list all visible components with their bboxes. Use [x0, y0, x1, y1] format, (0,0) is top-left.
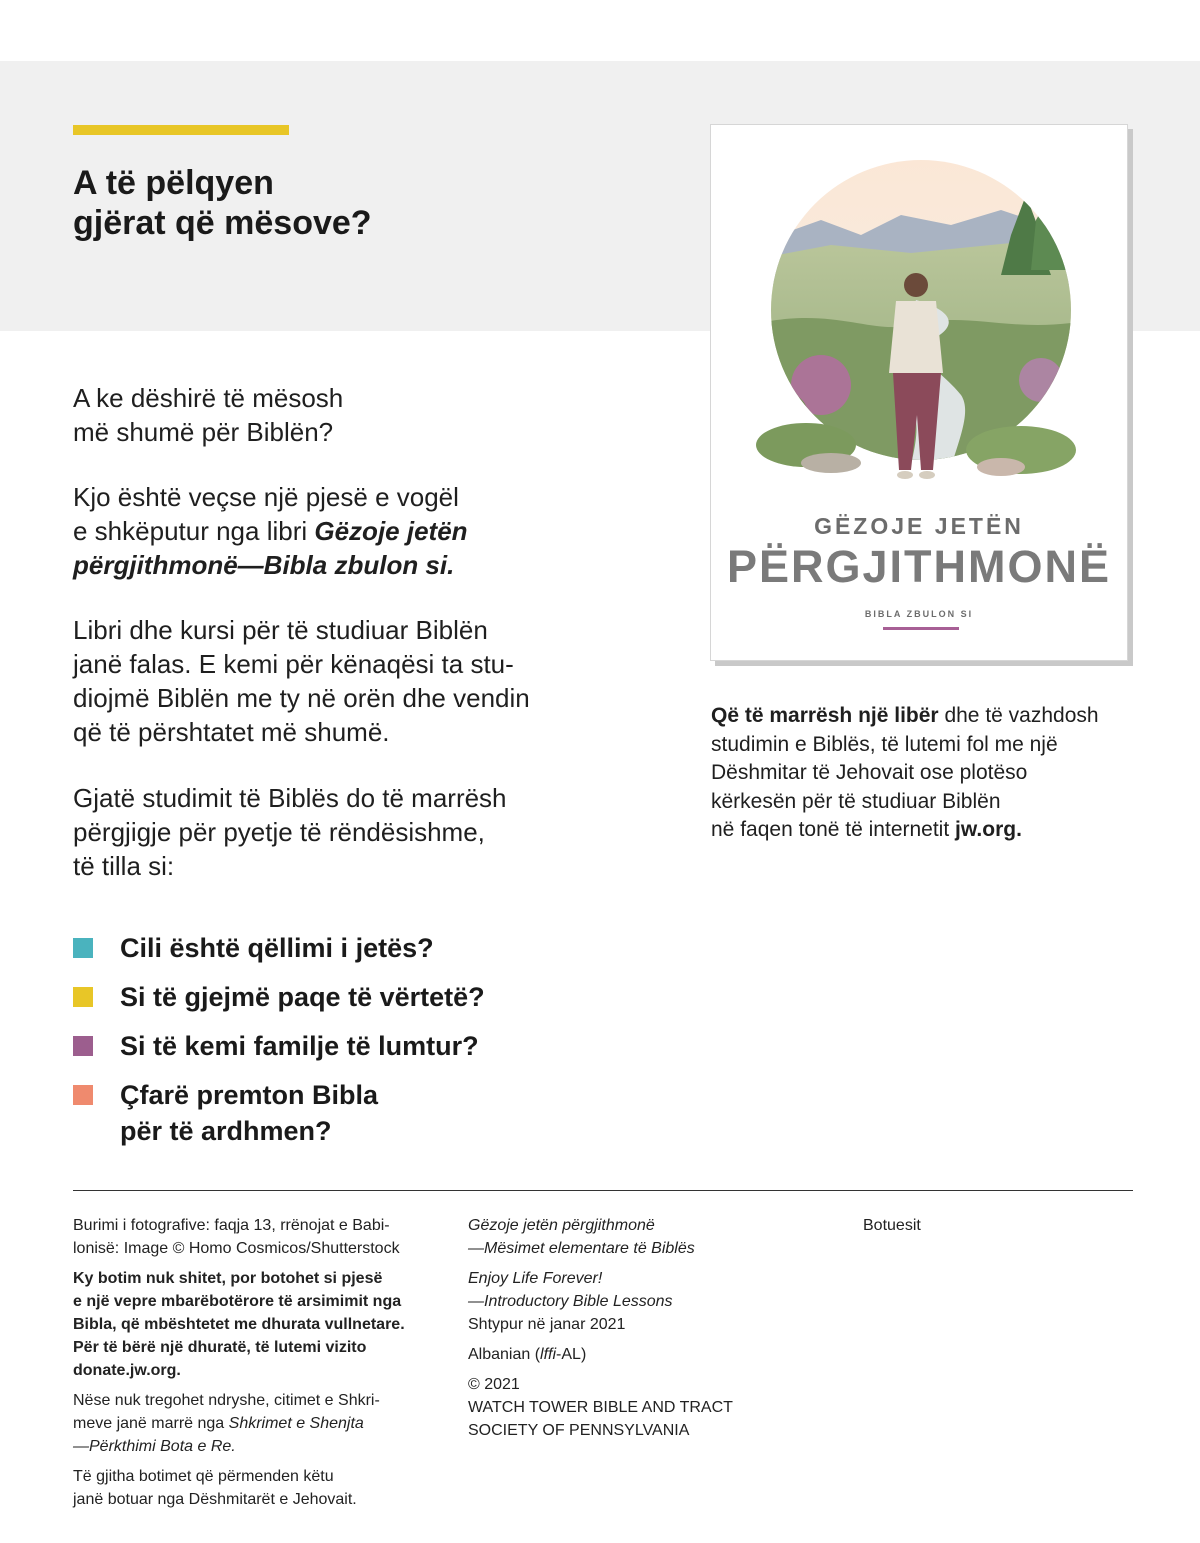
text-fragment: në faqen tonë të internetit [711, 818, 956, 841]
title-albanian [468, 1214, 828, 1260]
list-item [73, 979, 633, 1015]
text-line: Gëzoje jetën përgjithmonë [468, 1217, 655, 1234]
intro-paragraph-4 [73, 781, 507, 883]
text-line: studimin e Biblës, të lutemi fol me një [711, 732, 1058, 756]
title-line: gjërat që mësove? [73, 204, 372, 242]
question-list [73, 930, 633, 1162]
language-code [468, 1343, 828, 1366]
yellow-square-bullet [73, 987, 93, 1007]
book-cover [710, 124, 1128, 661]
intro-paragraph-1 [73, 381, 343, 449]
text-fragment: e shkëputur nga libri [73, 516, 315, 546]
text-line: Kjo është veçse një pjesë e vogël [73, 482, 459, 512]
photo-credit [73, 1214, 453, 1260]
scripture-notice [73, 1389, 453, 1458]
title-english [468, 1267, 828, 1336]
text-fragment: Shkrimet e Shenjta [228, 1415, 364, 1432]
question-text: Çfarë premton Bibla [120, 1080, 379, 1110]
question-text: për të ardhmen? [120, 1116, 332, 1146]
book-title-inline: përgjithmonë—Bibla zbulon si. [73, 550, 455, 580]
text-line: Të gjitha botimet që përmenden këtu [73, 1468, 334, 1485]
text-line: A ke dëshirë të mësosh [73, 383, 344, 413]
text-line: Bibla, që mbështetet me dhurata vullnetare. [73, 1316, 405, 1333]
text-line: Ky botim nuk shitet, por botohet si pjesë [73, 1270, 383, 1287]
text-line [73, 1412, 453, 1435]
list-item [73, 930, 633, 966]
text-line [711, 816, 1131, 845]
text-line: më shumë për Biblën? [73, 417, 334, 447]
call-to-action [711, 702, 1131, 845]
text-line: Për të bërë një dhuratë, të lutemi vizito [73, 1339, 367, 1356]
text-line: Nëse nuk tregohet ndryshe, citimet e Shkri- [73, 1392, 380, 1409]
text-line: përgjigje për pyetje të rëndësishme, [73, 817, 485, 847]
text-line: e një vepre mbarëbotërore të arsimimit nga [73, 1293, 402, 1310]
text-line [711, 702, 1131, 731]
list-item [73, 1077, 633, 1149]
text-line: kërkesën për të studiuar Biblën [711, 789, 1001, 813]
text-line: WATCH TOWER BIBLE AND TRACT [468, 1399, 733, 1416]
question-text: Cili është qëllimi i jetës? [120, 933, 434, 963]
text-fragment: lffi [540, 1346, 557, 1363]
copyright [468, 1373, 828, 1442]
text-line: të tilla si: [73, 851, 175, 881]
website-link[interactable]: jw.org. [955, 818, 1022, 841]
donation-notice [73, 1267, 453, 1382]
footer-column-1 [73, 1214, 453, 1518]
text-line: Enjoy Life Forever! [468, 1270, 603, 1287]
donate-link[interactable]: donate.jw.org. [73, 1362, 181, 1379]
book-rule [883, 627, 959, 630]
text-line: © 2021 [468, 1376, 520, 1393]
title-line: A të pëlqyen [73, 164, 274, 202]
footer-column-2 [468, 1214, 828, 1449]
footer-divider [73, 1190, 1133, 1191]
purple-square-bullet [73, 1036, 93, 1056]
print-date: Shtypur në janar 2021 [468, 1316, 626, 1333]
text-fragment: -AL) [556, 1346, 587, 1363]
publishers-label: Botuesit [863, 1217, 921, 1234]
coral-square-bullet [73, 1085, 93, 1105]
text-line: —Introductory Bible Lessons [468, 1293, 673, 1310]
text-line: SOCIETY OF PENNSYLVANIA [468, 1422, 690, 1439]
text-line [73, 514, 468, 548]
text-fragment: dhe të vazhdosh [938, 704, 1099, 727]
text-line: lonisë: Image © Homo Cosmicos/Shutterstock [73, 1240, 400, 1257]
text-line: Burimi i fotografive: faqja 13, rrënojat e Babi- [73, 1217, 390, 1234]
text-line: —Përkthimi Bota e Re. [73, 1438, 236, 1455]
intro-paragraph-2 [73, 480, 468, 582]
text-fragment: Që të marrësh një libër [711, 704, 939, 727]
page-title [73, 163, 633, 243]
text-line: diojmë Biblën me ty në orën dhe vendin [73, 683, 530, 713]
book-title: PËRGJITHMONË [726, 541, 1112, 592]
text-fragment: meve janë marrë nga [73, 1415, 229, 1432]
footer-column-3 [863, 1214, 1063, 1244]
text-line: janë botuar nga Dëshmitarët e Jehovait. [73, 1491, 357, 1508]
book-title-inline: Gëzoje jetën [314, 516, 468, 546]
text-line: —Mësimet elementare të Biblës [468, 1240, 695, 1257]
question-text: Si të gjejmë paqe të vërtetë? [120, 982, 485, 1012]
book-subtitle: BIBLA ZBULON SI [864, 609, 974, 619]
text-line: Libri dhe kursi për të studiuar Biblën [73, 615, 488, 645]
text-line: Dëshmitar të Jehovait ose plotëso [711, 761, 1028, 784]
accent-bar [73, 125, 289, 135]
question-text: Si të kemi familje të lumtur? [120, 1031, 479, 1061]
publisher-notice [73, 1465, 453, 1511]
text-fragment: Albanian ( [468, 1346, 541, 1363]
book-kicker: GËZOJE JETËN [814, 513, 1024, 539]
intro-paragraph-3 [73, 613, 530, 749]
teal-square-bullet [73, 938, 93, 958]
text-line: janë falas. E kemi për kënaqësi ta stu- [73, 649, 514, 679]
text-line: që të përshtatet më shumë. [73, 717, 390, 747]
list-item [73, 1028, 633, 1064]
text-line: Gjatë studimit të Biblës do të marrësh [73, 783, 507, 813]
